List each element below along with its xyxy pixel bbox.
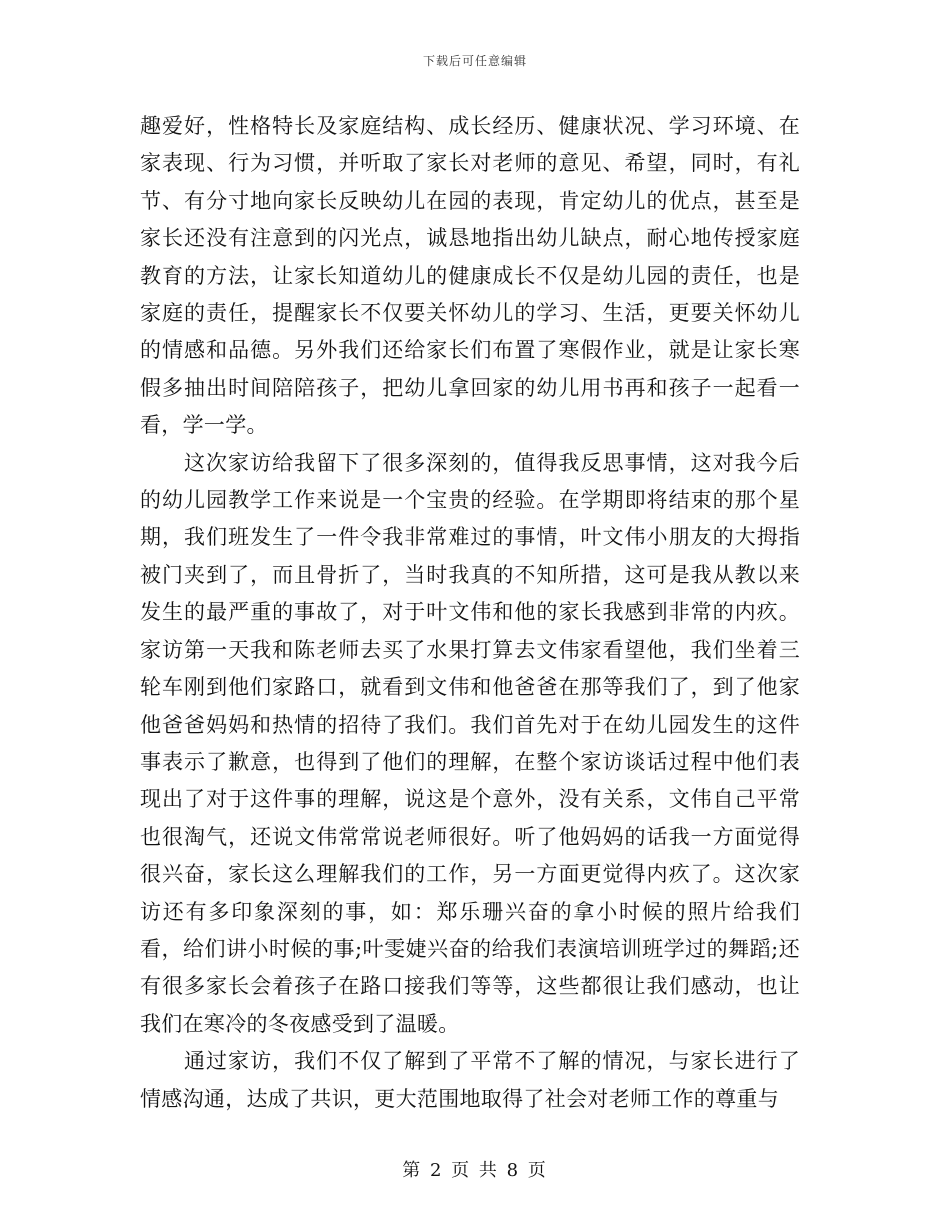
paragraph-continuation: 趣爱好，性格特长及家庭结构、成长经历、健康状况、学习环境、在家表现、行为习惯，并听取了家长对老师的意见、希望，同时，有礼节、有分寸地向家长反映幼儿在园的表现，肯定幼儿的优点，甚至是家长还没有注意到的闪光点，诚恳地指出幼儿缺点，耐心地传授家庭教育的方法，让家长知道幼儿的健康成长不仅是幼儿园的责任，也是家庭的责任，提醒家长不仅要关怀幼儿的学习、生活，更要关怀幼儿的情感和品德。另外我们还给家长们布置了寒假作业，就是让家长寒假多抽出时间陪陪孩子，把幼儿拿回家的幼儿用书再和孩子一起看一看，学一学。 [140, 114, 800, 438]
paragraph-home-visit-reflection: 这次家访给我留下了很多深刻的，值得我反思事情，这对我今后的幼儿园教学工作来说是一个宝贵的经验。在学期即将结束的那个星期，我们班发生了一件令我非常难过的事情，叶文伟小朋友的大拇指被门夹到了，而且骨折了，当时我真的不知所措，这可是我从教以来发生的最严重的事故了，对于叶文伟和他的家长我感到非常的内疚。家访第一天我和陈老师去买了水果打算去文伟家看望他，我们坐着三轮车刚到他们家路口，就看到文伟和他爸爸在那等我们了，到了他家他爸爸妈妈和热情的招待了我们。我们首先对于在幼儿园发生的这件事表示了歉意，也得到了他们的理解，在整个家访谈话过程中他们表现出了对于这件事的理解，说这是个意外，没有关系，文伟自己平常也很淘气，还说文伟常常说老师很好。听了他妈妈的话我一方面觉得很兴奋，家长这么理解我们的工作，另一方面更觉得内疚了。这次家访还有多印象深刻的事，如：郑乐珊兴奋的拿小时候的照片给我们看，给们讲小时候的事;叶雯婕兴奋的给我们表演培训班学过的舞蹈;还有很多家长会着孩子在路口接我们等等，这些都很让我们感动，也让我们在寒冷的冬夜感受到了温暖。 [140, 450, 800, 1036]
paragraph-home-visit-summary: 通过家访，我们不仅了解到了平常不了解的情况，与家长进行了情感沟通，达成了共识，更大范围地取得了社会对老师工作的尊重与 [140, 1049, 800, 1111]
page-number: 第 2 页 共 8 页 [402, 1160, 548, 1181]
document-body [140, 108, 800, 1118]
header-note: 下载后可任意编辑 [422, 54, 527, 68]
